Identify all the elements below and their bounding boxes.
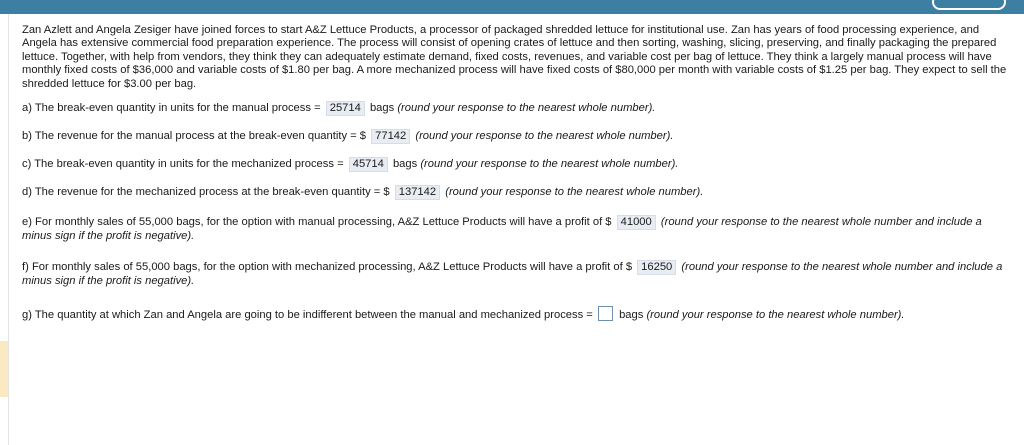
question-g-unit: bags: [619, 308, 644, 321]
question-content: [22, 24, 1012, 322]
problem-statement: Zan Azlett and Angela Zesiger have joined forces to start A&Z Lettuce Products, a processor of packaged shredded lettuce for institutional use. Zan has years of food processing experience, and Angela has extensive commercial food preparation experience. The process will consist of opening crates of lettuce and then sorting, washing, slicing, preserving, and finally packaging the prepared lettuce. Together, with help from vendors, they think they can adequately estimate demand, fixed costs, revenues, and variable cost per bag of lettuce. They think a largely manual process will have monthly fixed costs of $36,000 and variable costs of $1.80 per bag. A more mechanized process will have fixed costs of $80,000 per month with variable costs of $1.25 per bag. They expect to sell the shredded lettuce for $3.00 per bag.: [22, 24, 1007, 90]
question-g-text: g) The quantity at which Zan and Angela are going to be indifferent between the manual and mechanized process =: [22, 308, 593, 321]
answer-a-field[interactable]: 25714: [326, 101, 365, 116]
top-bar: [0, 0, 1024, 14]
question-c-unit: bags: [392, 158, 418, 171]
question-a-hint: (round your response to the nearest whole number).: [397, 102, 656, 115]
answer-c-field[interactable]: 45714: [349, 157, 388, 172]
answer-g-input[interactable]: [598, 306, 613, 321]
question-e-text: e) For monthly sales of 55,000 bags, for the option with manual processing, A&Z Lettuce Products will have a profit of $: [22, 216, 612, 229]
question-b: [22, 129, 1012, 144]
question-g: [22, 306, 1012, 322]
question-g-hint: (round your response to the nearest whole number).: [646, 308, 905, 321]
question-b-hint: (round your response to the nearest whole number).: [415, 130, 674, 143]
question-e-hint: (round your response to the nearest whole number and include a minus sign if the profit is negative).: [22, 216, 982, 243]
question-d-text: d) The revenue for the mechanized process at the break-even quantity = $: [22, 186, 390, 199]
question-e: [22, 215, 1012, 243]
question-f-hint: (round your response to the nearest whole number and include a minus sign if the profit is negative).: [22, 261, 1003, 288]
question-a: [22, 101, 1012, 116]
question-b-text: b) The revenue for the manual process at the break-even quantity = $: [22, 130, 367, 143]
question-a-text: a) The break-even quantity in units for the manual process =: [22, 102, 321, 115]
answer-f-field[interactable]: 16250: [637, 260, 676, 275]
question-f: [22, 260, 1012, 288]
question-f-text: f) For monthly sales of 55,000 bags, for the option with mechanized processing, A&Z Lettuce Products will have a profit of $: [22, 261, 633, 274]
question-a-unit: bags: [369, 102, 395, 115]
question-c: [22, 157, 1012, 172]
answer-e-field[interactable]: 41000: [617, 215, 656, 230]
question-c-text: c) The break-even quantity in units for the mechanized process =: [22, 158, 344, 171]
question-d-hint: (round your response to the nearest whole number).: [445, 186, 704, 199]
question-d: [22, 185, 1012, 200]
answer-d-field[interactable]: 137142: [395, 185, 440, 200]
answer-b-field[interactable]: 77142: [371, 129, 410, 144]
left-rail-marker: [0, 341, 8, 397]
top-bar-button[interactable]: [932, 0, 1006, 10]
question-c-hint: (round your response to the nearest whole number).: [420, 158, 679, 171]
